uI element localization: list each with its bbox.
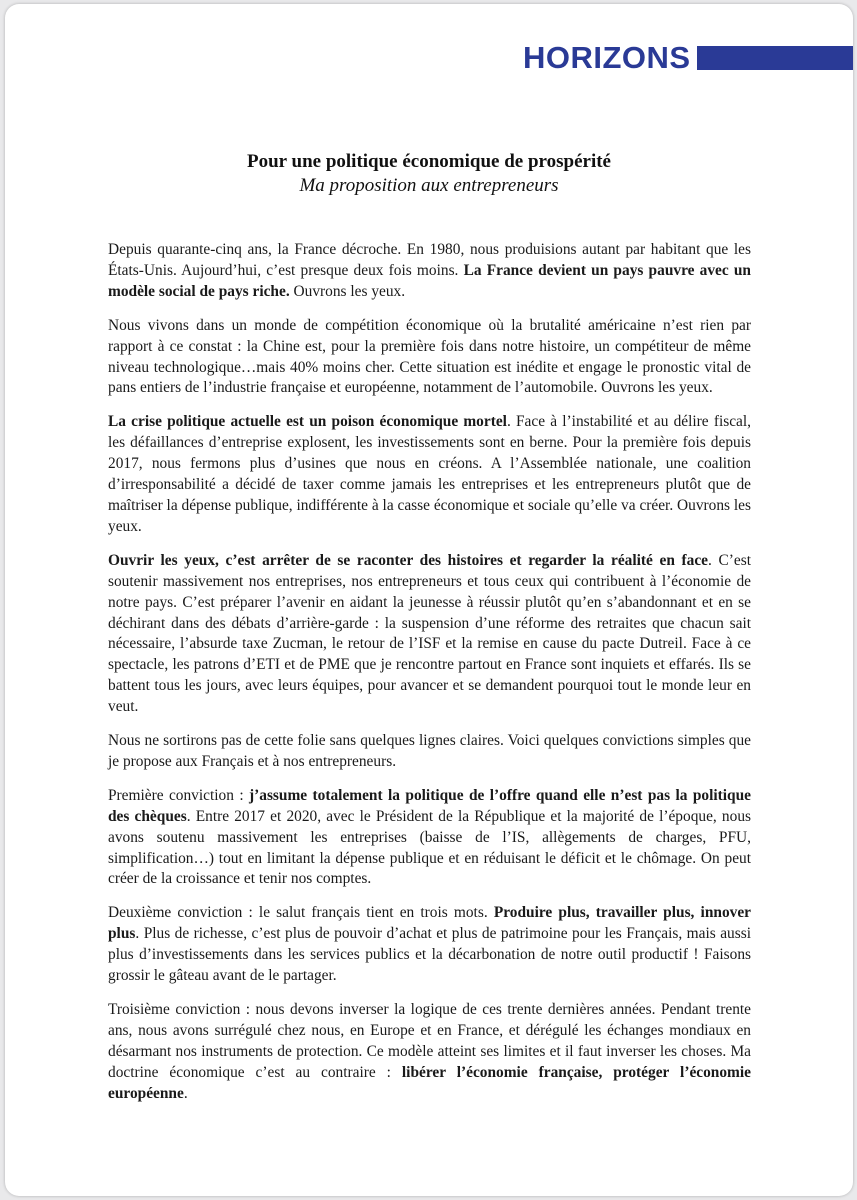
document-page bbox=[5, 4, 853, 1196]
paragraph-5: Nous ne sortirons pas de cette folie sans quelques lignes claires. Voici quelques convictions simples que je propose aux Français et à nos entrepreneurs. bbox=[108, 732, 751, 770]
paragraph-4: Ouvrir les yeux, c’est arrêter de se raconter des histoires et regarder la réalité en face. C’est soutenir massivement nos entreprises, nos entrepreneurs et tous ceux qui contribuent à l’économie de notre pays. C’est préparer l’avenir en aidant la jeunesse à réussir plutôt qu’en s’abandonnant et en se déchirant dans des débats d’arrière-garde : la suspension d’une réforme des retraites que chacun sait nécessaire, l’absurde taxe Zucman, le retour de l’ISF et la remise en cause du pacte Dutreil. Face à ce spectacle, les patrons d’ETI et de PME que je rencontre partout en France sont inquiets et effarés. Ils se battent tous les jours, avec leurs équipes, pour avancer et se demandent pourquoi tout le monde leur en veut. bbox=[108, 551, 751, 716]
paragraph-8: Troisième conviction : nous devons inverser la logique de ces trente dernières années. Pendant trente ans, nous avons surrégulé chez nous, en Europe et en France, et dérégulé les échanges mondiaux en désarmant nos instruments de protection. Ce modèle atteint ses limites et il faut inverser les choses. Ma doctrine économique c’est au contraire : libérer l’économie française, protéger l’économie européenne. bbox=[108, 1001, 751, 1102]
horizons-logo bbox=[523, 40, 853, 76]
paragraph-1: Depuis quarante-cinq ans, la France décroche. En 1980, nous produisions autant par habitant que les États-Unis. Aujourd’hui, c’est presque deux fois moins. La France devient un pays pauvre avec un modèle social de pays riche. Ouvrons les yeux. bbox=[108, 241, 751, 300]
document-title: Pour une politique économique de prospérité bbox=[246, 151, 611, 172]
paragraph-2: Nous vivons dans un monde de compétition économique où la brutalité américaine n’est rien par rapport à ce constat : la Chine est, pour la première fois dans notre histoire, un compétiteur de même niveau technologique…mais 40% moins cher. Cette situation est inédite et engage le pronostic vital de pans entiers de l’industrie française et européenne, notamment de l’automobile. Ouvrons les yeux. bbox=[108, 316, 751, 397]
logo-text: HORIZONS bbox=[523, 40, 691, 75]
paragraph-7: Deuxième conviction : le salut français tient en trois mots. Produire plus, travailler plus, innover plus. Plus de richesse, c’est plus de pouvoir d’achat et plus de patrimoine pour les Français, mais aussi plus d’investissements dans les services publics et la décarbonation de notre outil productif ! Faisons grossir le gâteau avant de le partager. bbox=[108, 904, 751, 985]
paragraph-3: La crise politique actuelle est un poison économique mortel. Face à l’instabilité et au délire fiscal, les défaillances d’entreprise explosent, les investissements sont en berne. Pour la première fois depuis 2017, nous fermons plus d’usines que nous en créons. A l’Assemblée nationale, une coalition d’irresponsabilité a décidé de taxer comme jamais les entreprises et les entrepreneurs plutôt que de maîtriser la dépense publique, indifférente à la casse économique et sociale qu’elle va créer. Ouvrons les yeux. bbox=[108, 413, 751, 535]
logo-bar bbox=[697, 46, 853, 70]
document-body bbox=[108, 240, 751, 1118]
document-subtitle: Ma proposition aux entrepreneurs bbox=[299, 175, 559, 196]
paragraph-6: Première conviction : j’assume totalement la politique de l’offre quand elle n’est pas la politique des chèques. Entre 2017 et 2020, avec le Président de la République et la majorité de l’époque, nous avons soutenu massivement les entreprises (baisse de l’IS, allègements de charges, PFU, simplification…) tout en limitant la dépense publique et en réduisant le déficit et le chômage. On peut créer de la croissance et tenir nos comptes. bbox=[108, 786, 752, 888]
